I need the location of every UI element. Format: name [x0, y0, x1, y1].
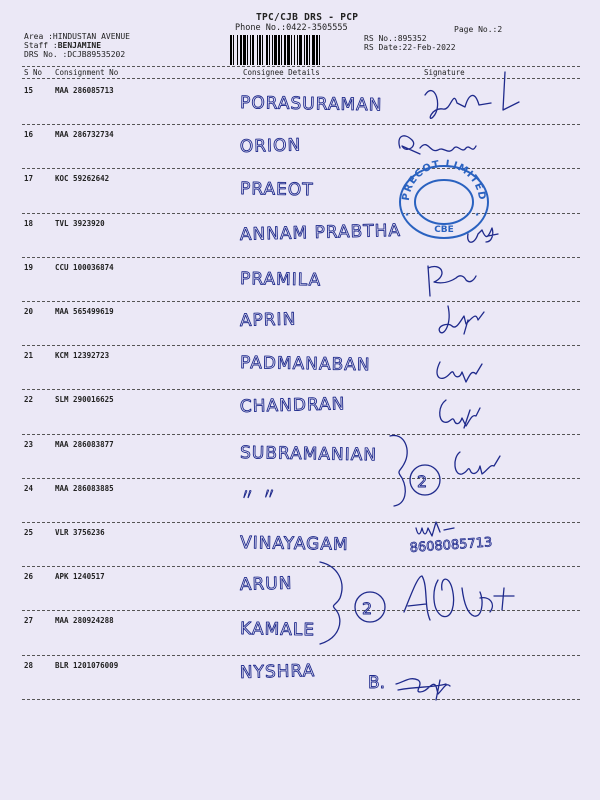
row-sno: 20	[24, 307, 34, 316]
signature-21	[437, 362, 482, 382]
row-consignment-number: KCM 12392723	[55, 351, 110, 361]
signature-26-27	[404, 576, 514, 620]
row-consignment-number: MAA 286083877	[55, 439, 114, 449]
svg-text:2: 2	[417, 472, 428, 491]
handwritten-consignee: PORASURAMAN	[239, 93, 383, 116]
svg-text:★: ★	[405, 210, 410, 218]
phone-number: Phone No.:0422-3505555	[235, 23, 348, 33]
signature-15	[425, 72, 519, 118]
row-sno: 19	[24, 262, 34, 272]
stamp-bottom-text: CBE	[434, 225, 454, 235]
row-sno: 27	[24, 616, 34, 626]
rs-number: RS No.:895352	[364, 34, 427, 43]
handwritten-consignee: APRIN	[239, 309, 297, 331]
company-stamp	[395, 158, 493, 240]
row-consignment-number: BLR 1201076009	[55, 660, 119, 670]
column-sno: S No	[24, 68, 43, 77]
handwritten-consignee: CHANDRAN	[239, 394, 346, 417]
stamp-top-text: PRECOT LIMITED	[400, 158, 488, 202]
row-consignment-number: MAA 286732734	[55, 130, 114, 140]
handwritten-consignee: NYSHRA	[239, 661, 316, 683]
signature-22	[440, 400, 480, 428]
handwritten-consignee: PADMANABAN	[239, 353, 371, 376]
handwritten-consignee: 〃 〃	[239, 485, 278, 504]
column-consignee: Consignee Details	[243, 68, 320, 77]
signature-28-initial: B.	[368, 673, 386, 693]
signature-28	[396, 679, 450, 700]
staff-name: BENJAMINE	[57, 41, 102, 50]
row-consignment-number: TVL 3923920	[55, 218, 105, 228]
row-sno: 18	[24, 218, 34, 228]
row-consignment-number: APK 1240517	[55, 572, 105, 582]
signature-20	[439, 306, 484, 334]
signature-16	[399, 136, 476, 154]
handwritten-consignee: PRAMILA	[239, 269, 322, 291]
signature-23	[455, 452, 500, 474]
row-sno: 28	[24, 660, 34, 670]
bracket-26-27	[320, 562, 342, 644]
handwritten-consignee: PRAEOT	[239, 179, 314, 201]
row-sno: 16	[24, 130, 34, 140]
rs-date: RS Date:22-Feb-2022	[364, 43, 456, 52]
row-consignment-number: VLR 3756236	[55, 528, 105, 537]
page-number: Page No.:2	[454, 25, 503, 34]
staff-label: Staff :	[24, 41, 58, 50]
row-consignment-number: KOC 59262642	[55, 174, 110, 184]
written-phone: 8608085713	[409, 535, 493, 556]
row-sno: 17	[24, 174, 34, 184]
row-consignment-number: SLM 290016625	[55, 395, 114, 405]
row-consignment-number: MAA 565499619	[55, 307, 114, 316]
row-sno: 22	[24, 395, 34, 405]
svg-text:2: 2	[362, 599, 373, 618]
bracket-23-24	[390, 435, 407, 506]
handwritten-consignee: SUBRAMANIAN	[239, 443, 378, 466]
handwritten-consignee: ORION	[239, 135, 302, 157]
document-title: TPC/CJB DRS - PCP	[256, 12, 359, 23]
column-consignment: Consignment No	[55, 68, 119, 77]
signature-19	[428, 266, 476, 296]
row-sno: 15	[24, 86, 34, 95]
row-consignment-number: MAA 286083885	[55, 483, 114, 493]
area-field: Area :HINDUSTAN AVENUE	[24, 32, 130, 41]
row-consignment-number: MAA 280924288	[55, 616, 114, 626]
row-sno: 24	[24, 483, 34, 493]
handwritten-consignee: VINAYAGAM	[239, 533, 349, 555]
handwritten-consignee: KAMALE	[239, 619, 316, 641]
row-sno: 26	[24, 572, 34, 582]
row-sno: 23	[24, 439, 34, 449]
handwritten-consignee: ARUN	[239, 573, 293, 595]
svg-text:★: ★	[475, 210, 480, 218]
row-consignment-number: MAA 286085713	[55, 86, 114, 95]
drs-number: DRS No. :DCJB89535202	[24, 50, 126, 59]
row-sno: 21	[24, 351, 34, 361]
row-consignment-number: CCU 100036874	[55, 262, 114, 272]
row-sno: 25	[24, 528, 34, 537]
handwritten-consignee: ANNAM PRABTHA	[239, 220, 402, 245]
column-signature: Signature	[424, 68, 465, 77]
